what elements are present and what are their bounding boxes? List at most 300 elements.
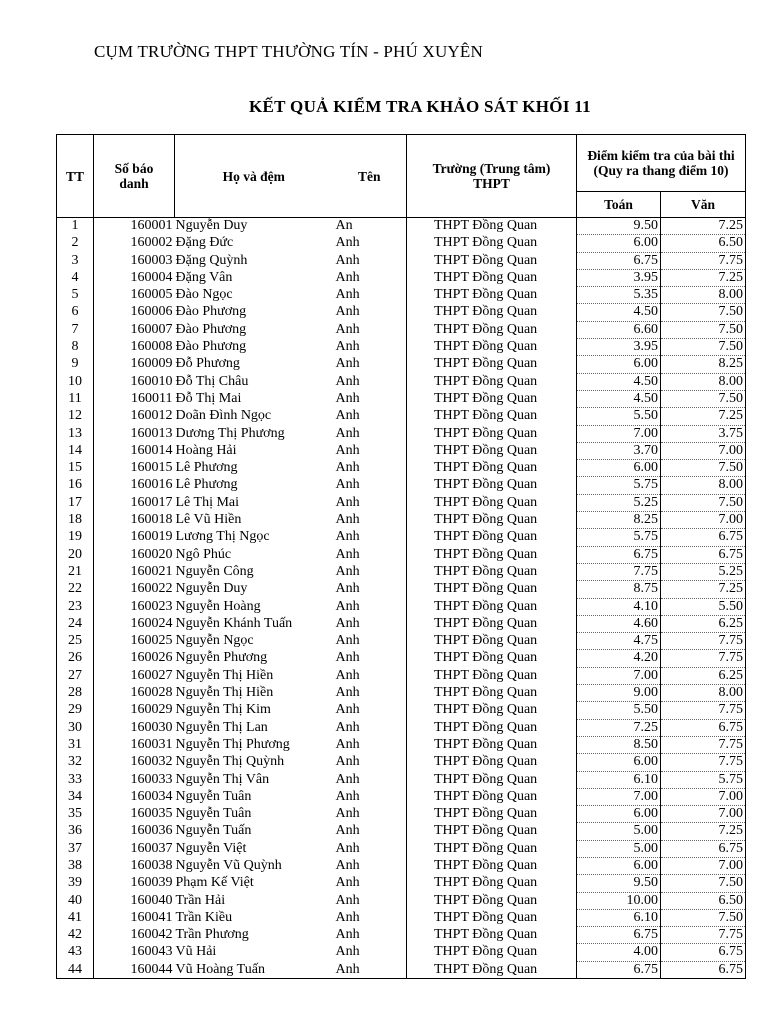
table-row <box>57 927 746 944</box>
cell-van: 6.75 <box>661 840 746 857</box>
cell-tt: 35 <box>57 806 94 823</box>
cell-ho-dem: Vũ Hoàng Tuấn <box>175 961 333 978</box>
cell-ten: Anh <box>333 909 407 926</box>
cell-ho-dem: Phạm Kế Việt <box>175 875 254 891</box>
table-row <box>57 494 746 511</box>
cell-van: 7.25 <box>661 269 746 286</box>
cell-truong: THPT Đồng Quan <box>407 218 577 235</box>
cell-van: 7.75 <box>661 650 746 667</box>
cell-truong: THPT Đồng Quan <box>407 685 577 702</box>
cell-van: 7.75 <box>661 927 746 944</box>
cell-toan: 4.50 <box>577 304 661 321</box>
cell-tt: 19 <box>57 529 94 546</box>
cell-tt: 27 <box>57 667 94 684</box>
cell-ten: Anh <box>333 823 407 840</box>
cell-toan: 10.00 <box>577 892 661 909</box>
cell-ho-dem: Nguyễn Việt <box>175 840 247 856</box>
cell-tt: 6 <box>57 304 94 321</box>
cell-ho-dem: Lê Phương <box>175 477 238 493</box>
cell-ten: Anh <box>333 667 407 684</box>
table-row <box>57 563 746 580</box>
cell-toan: 8.75 <box>577 581 661 598</box>
cell-tt: 18 <box>57 512 94 529</box>
table-row <box>57 339 746 356</box>
cell-van: 6.75 <box>661 529 746 546</box>
cell-truong: THPT Đồng Quan <box>407 356 577 373</box>
cell-van: 7.00 <box>661 442 746 459</box>
cell-truong: THPT Đồng Quan <box>407 252 577 269</box>
cell-van: 7.25 <box>661 823 746 840</box>
cell-ho-dem: Lê Thị Mai <box>175 494 240 510</box>
table-row <box>57 823 746 840</box>
cell-sbd: 160034 <box>94 788 175 805</box>
cell-sbd: 160008 <box>94 339 175 356</box>
cell-ho-dem: Nguyễn Công <box>175 563 254 579</box>
cell-tt: 2 <box>57 235 94 252</box>
cell-tt: 10 <box>57 373 94 390</box>
table-row <box>57 754 746 771</box>
cell-truong: THPT Đồng Quan <box>407 408 577 425</box>
cell-tt: 11 <box>57 390 94 407</box>
cell-ho-dem: Đặng Đức <box>175 235 234 251</box>
cell-truong: THPT Đồng Quan <box>407 736 577 753</box>
cell-ten: Anh <box>333 339 407 356</box>
cell-sbd: 160011 <box>94 390 175 407</box>
cell-van: 6.75 <box>661 719 746 736</box>
cell-sbd: 160031 <box>94 736 175 753</box>
cell-ten: Anh <box>333 788 407 805</box>
cell-ten: Anh <box>333 633 407 650</box>
table-row <box>57 650 746 667</box>
cell-sbd: 160022 <box>94 581 175 598</box>
table-row <box>57 961 746 978</box>
cell-ten: Anh <box>333 944 407 961</box>
cell-van: 7.75 <box>661 252 746 269</box>
cell-ten: Anh <box>333 598 407 615</box>
cell-tt: 20 <box>57 546 94 563</box>
cell-tt: 29 <box>57 702 94 719</box>
cell-van: 6.25 <box>661 667 746 684</box>
cell-truong: THPT Đồng Quan <box>407 235 577 252</box>
cell-toan: 6.10 <box>577 771 661 788</box>
cell-toan: 7.00 <box>577 425 661 442</box>
table-row <box>57 875 746 892</box>
organization-name: CỤM TRƯỜNG THPT THƯỜNG TÍN - PHÚ XUYÊN <box>94 42 483 61</box>
cell-ten: Anh <box>333 840 407 857</box>
cell-sbd: 160023 <box>94 598 175 615</box>
cell-sbd: 160026 <box>94 650 175 667</box>
cell-truong: THPT Đồng Quan <box>407 494 577 511</box>
cell-toan: 5.50 <box>577 702 661 719</box>
cell-toan: 3.70 <box>577 442 661 459</box>
cell-toan: 7.00 <box>577 788 661 805</box>
cell-toan: 9.50 <box>577 218 661 235</box>
cell-truong: THPT Đồng Quan <box>407 615 577 632</box>
cell-toan: 6.10 <box>577 909 661 926</box>
cell-toan: 4.75 <box>577 633 661 650</box>
cell-ten: Anh <box>333 563 407 580</box>
cell-toan: 6.00 <box>577 235 661 252</box>
table-row <box>57 269 746 286</box>
cell-ho-dem: Nguyễn Ngọc <box>175 633 254 649</box>
cell-van: 7.00 <box>661 788 746 805</box>
cell-van: 5.75 <box>661 771 746 788</box>
header-sbd: Số báo danh <box>94 135 175 218</box>
cell-van: 7.50 <box>661 321 746 338</box>
cell-sbd: 160007 <box>94 321 175 338</box>
cell-ten: Anh <box>333 736 407 753</box>
cell-sbd: 160021 <box>94 563 175 580</box>
cell-toan: 3.95 <box>577 269 661 286</box>
cell-tt: 23 <box>57 598 94 615</box>
cell-truong: THPT Đồng Quan <box>407 754 577 771</box>
cell-sbd: 160016 <box>94 477 175 494</box>
table-row <box>57 546 746 563</box>
cell-sbd: 160027 <box>94 667 175 684</box>
cell-sbd: 160019 <box>94 529 175 546</box>
table-row <box>57 425 746 442</box>
cell-toan: 7.25 <box>577 719 661 736</box>
cell-toan: 4.20 <box>577 650 661 667</box>
cell-ten: Anh <box>333 857 407 874</box>
cell-tt: 22 <box>57 581 94 598</box>
cell-van: 7.25 <box>661 581 746 598</box>
cell-ten: Anh <box>333 477 407 494</box>
cell-toan: 8.25 <box>577 512 661 529</box>
cell-tt: 13 <box>57 425 94 442</box>
header-tt: TT <box>57 135 94 218</box>
cell-truong: THPT Đồng Quan <box>407 598 577 615</box>
header-van: Văn <box>661 192 746 218</box>
cell-van: 7.25 <box>661 218 746 235</box>
cell-toan: 4.50 <box>577 373 661 390</box>
cell-ten: Anh <box>333 304 407 321</box>
cell-toan: 6.75 <box>577 927 661 944</box>
cell-ten: Anh <box>333 615 407 632</box>
cell-truong: THPT Đồng Quan <box>407 875 577 892</box>
table-row <box>57 321 746 338</box>
table-row <box>57 581 746 598</box>
cell-van: 6.75 <box>661 546 746 563</box>
cell-truong: THPT Đồng Quan <box>407 581 577 598</box>
cell-van: 6.75 <box>661 944 746 961</box>
cell-toan: 4.10 <box>577 598 661 615</box>
cell-ten: Anh <box>333 512 407 529</box>
cell-truong: THPT Đồng Quan <box>407 840 577 857</box>
cell-ho-dem: Ngô Phúc <box>175 546 232 562</box>
cell-ho-dem: Nguyễn Duy <box>175 218 248 234</box>
cell-sbd: 160044 <box>94 961 175 978</box>
cell-sbd: 160012 <box>94 408 175 425</box>
cell-sbd: 160028 <box>94 685 175 702</box>
cell-tt: 26 <box>57 650 94 667</box>
cell-van: 7.50 <box>661 304 746 321</box>
cell-ten: Anh <box>333 927 407 944</box>
cell-van: 7.50 <box>661 390 746 407</box>
table-row <box>57 356 746 373</box>
cell-toan: 9.00 <box>577 685 661 702</box>
cell-sbd: 160002 <box>94 235 175 252</box>
cell-sbd: 160001 <box>94 218 175 235</box>
cell-truong: THPT Đồng Quan <box>407 857 577 874</box>
cell-toan: 5.75 <box>577 529 661 546</box>
cell-ten: Anh <box>333 442 407 459</box>
cell-van: 6.25 <box>661 615 746 632</box>
cell-ten: Anh <box>333 719 407 736</box>
table-row <box>57 840 746 857</box>
cell-truong: THPT Đồng Quan <box>407 390 577 407</box>
cell-toan: 6.60 <box>577 321 661 338</box>
header-truong: Trường (Trung tâm) THPT <box>407 135 577 218</box>
cell-ho-dem: Đặng Quỳnh <box>175 252 248 268</box>
cell-ho-dem: Vũ Hải <box>175 944 217 960</box>
cell-sbd: 160032 <box>94 754 175 771</box>
cell-ho-dem: Nguyễn Tuấn <box>175 823 252 839</box>
cell-truong: THPT Đồng Quan <box>407 339 577 356</box>
cell-toan: 5.35 <box>577 287 661 304</box>
cell-toan: 6.00 <box>577 806 661 823</box>
cell-tt: 4 <box>57 269 94 286</box>
cell-truong: THPT Đồng Quan <box>407 425 577 442</box>
cell-toan: 6.75 <box>577 252 661 269</box>
cell-toan: 7.00 <box>577 667 661 684</box>
table-row <box>57 304 746 321</box>
table-row <box>57 252 746 269</box>
cell-sbd: 160014 <box>94 442 175 459</box>
cell-truong: THPT Đồng Quan <box>407 321 577 338</box>
cell-ho-dem: Đỗ Phương <box>175 356 240 372</box>
cell-ten: Anh <box>333 961 407 978</box>
cell-truong: THPT Đồng Quan <box>407 909 577 926</box>
table-row <box>57 667 746 684</box>
cell-van: 5.25 <box>661 563 746 580</box>
cell-toan: 6.00 <box>577 857 661 874</box>
cell-tt: 40 <box>57 892 94 909</box>
cell-van: 7.50 <box>661 909 746 926</box>
cell-ten: Anh <box>333 269 407 286</box>
cell-sbd: 160020 <box>94 546 175 563</box>
cell-truong: THPT Đồng Quan <box>407 563 577 580</box>
table-row <box>57 615 746 632</box>
cell-truong: THPT Đồng Quan <box>407 287 577 304</box>
cell-ten: Anh <box>333 235 407 252</box>
table-row <box>57 460 746 477</box>
cell-ho-dem: Đỗ Thị Mai <box>175 390 242 406</box>
cell-ho-dem: Đào Phương <box>175 304 247 320</box>
table-row <box>57 390 746 407</box>
table-row <box>57 373 746 390</box>
cell-van: 6.50 <box>661 235 746 252</box>
cell-tt: 21 <box>57 563 94 580</box>
table-row <box>57 598 746 615</box>
cell-truong: THPT Đồng Quan <box>407 373 577 390</box>
cell-ho-dem: Doãn Đình Ngọc <box>175 408 272 424</box>
cell-ten: Anh <box>333 356 407 373</box>
cell-truong: THPT Đồng Quan <box>407 442 577 459</box>
cell-ho-dem: Nguyễn Hoàng <box>175 598 261 614</box>
cell-ho-dem: Nguyễn Khánh Tuấn <box>175 615 293 631</box>
cell-ho-dem: Trần Phương <box>175 927 249 943</box>
cell-ten: Anh <box>333 287 407 304</box>
cell-ten: Anh <box>333 581 407 598</box>
cell-van: 8.00 <box>661 287 746 304</box>
cell-sbd: 160024 <box>94 615 175 632</box>
cell-truong: THPT Đồng Quan <box>407 650 577 667</box>
cell-ten: Anh <box>333 390 407 407</box>
cell-toan: 5.25 <box>577 494 661 511</box>
table-row <box>57 857 746 874</box>
cell-truong: THPT Đồng Quan <box>407 823 577 840</box>
cell-ten: Anh <box>333 373 407 390</box>
cell-ten: Anh <box>333 529 407 546</box>
results-body <box>57 218 746 979</box>
cell-van: 7.00 <box>661 512 746 529</box>
cell-van: 7.00 <box>661 806 746 823</box>
cell-ho-dem: Nguyễn Thị Phương <box>175 736 290 752</box>
cell-tt: 15 <box>57 460 94 477</box>
cell-tt: 1 <box>57 218 94 235</box>
cell-tt: 41 <box>57 909 94 926</box>
cell-van: 8.00 <box>661 373 746 390</box>
cell-sbd: 160033 <box>94 771 175 788</box>
cell-sbd: 160038 <box>94 857 175 874</box>
cell-truong: THPT Đồng Quan <box>407 529 577 546</box>
cell-van: 7.75 <box>661 702 746 719</box>
cell-toan: 6.00 <box>577 460 661 477</box>
cell-toan: 5.75 <box>577 477 661 494</box>
cell-ten: Anh <box>333 875 407 892</box>
table-row <box>57 477 746 494</box>
cell-tt: 7 <box>57 321 94 338</box>
cell-tt: 37 <box>57 840 94 857</box>
cell-van: 7.50 <box>661 875 746 892</box>
cell-ho-dem: Nguyễn Thị Quỳnh <box>175 754 285 770</box>
cell-ho-dem: Nguyễn Thị Vân <box>175 771 270 787</box>
cell-ho-dem: Nguyễn Vũ Quỳnh <box>175 857 282 873</box>
cell-sbd: 160043 <box>94 944 175 961</box>
cell-tt: 44 <box>57 961 94 978</box>
header-diem-group: Điểm kiểm tra của bài thi (Quy ra thang điểm 10) <box>577 135 746 192</box>
table-row <box>57 442 746 459</box>
cell-ten: Anh <box>333 252 407 269</box>
cell-ten: Anh <box>333 754 407 771</box>
header-ten: Tên <box>333 135 407 218</box>
cell-tt: 36 <box>57 823 94 840</box>
cell-ho-dem: Lương Thị Ngọc <box>175 529 270 545</box>
cell-sbd: 160006 <box>94 304 175 321</box>
table-row <box>57 702 746 719</box>
cell-ho-dem: Nguyễn Tuân <box>175 806 252 822</box>
cell-truong: THPT Đồng Quan <box>407 892 577 909</box>
cell-sbd: 160018 <box>94 512 175 529</box>
cell-tt: 14 <box>57 442 94 459</box>
cell-tt: 42 <box>57 927 94 944</box>
cell-ho-dem: Nguyễn Thị Lan <box>175 719 268 735</box>
cell-toan: 5.00 <box>577 840 661 857</box>
cell-ten: Anh <box>333 546 407 563</box>
cell-truong: THPT Đồng Quan <box>407 944 577 961</box>
cell-van: 7.50 <box>661 494 746 511</box>
cell-van: 6.50 <box>661 892 746 909</box>
cell-sbd: 160025 <box>94 633 175 650</box>
cell-ten: Anh <box>333 685 407 702</box>
cell-sbd: 160003 <box>94 252 175 269</box>
cell-tt: 28 <box>57 685 94 702</box>
cell-tt: 17 <box>57 494 94 511</box>
table-row <box>57 235 746 252</box>
cell-sbd: 160036 <box>94 823 175 840</box>
cell-ten: Anh <box>333 892 407 909</box>
cell-ho-dem: Nguyễn Thị Hiền <box>175 685 274 701</box>
cell-tt: 16 <box>57 477 94 494</box>
cell-ten: Anh <box>333 460 407 477</box>
cell-van: 7.25 <box>661 408 746 425</box>
header-toan: Toán <box>577 192 661 218</box>
table-row <box>57 736 746 753</box>
cell-van: 5.50 <box>661 598 746 615</box>
cell-toan: 4.00 <box>577 944 661 961</box>
cell-sbd: 160013 <box>94 425 175 442</box>
cell-ten: Anh <box>333 771 407 788</box>
cell-truong: THPT Đồng Quan <box>407 667 577 684</box>
cell-truong: THPT Đồng Quan <box>407 512 577 529</box>
cell-sbd: 160035 <box>94 806 175 823</box>
cell-van: 8.00 <box>661 685 746 702</box>
cell-truong: THPT Đồng Quan <box>407 546 577 563</box>
table-row <box>57 788 746 805</box>
cell-toan: 6.75 <box>577 546 661 563</box>
cell-tt: 3 <box>57 252 94 269</box>
cell-toan: 5.50 <box>577 408 661 425</box>
cell-sbd: 160005 <box>94 287 175 304</box>
cell-toan: 5.00 <box>577 823 661 840</box>
cell-ho-dem: Hoàng Hải <box>175 442 237 458</box>
cell-truong: THPT Đồng Quan <box>407 961 577 978</box>
cell-ho-dem: Đào Ngọc <box>175 287 233 303</box>
cell-ho-dem: Nguyễn Duy <box>175 581 248 597</box>
cell-ho-dem: Lê Phương <box>175 460 238 476</box>
cell-ho-dem: Nguyễn Phương <box>175 650 268 666</box>
cell-sbd: 160042 <box>94 927 175 944</box>
cell-sbd: 160010 <box>94 373 175 390</box>
cell-truong: THPT Đồng Quan <box>407 633 577 650</box>
table-row <box>57 529 746 546</box>
cell-ho-dem: Nguyễn Thị Kim <box>175 702 271 718</box>
cell-truong: THPT Đồng Quan <box>407 460 577 477</box>
table-row <box>57 633 746 650</box>
table-row <box>57 512 746 529</box>
table-row <box>57 719 746 736</box>
table-row <box>57 806 746 823</box>
cell-ho-dem: Đặng Vân <box>175 269 233 285</box>
cell-ten: Anh <box>333 425 407 442</box>
cell-van: 7.50 <box>661 460 746 477</box>
table-row <box>57 771 746 788</box>
cell-truong: THPT Đồng Quan <box>407 702 577 719</box>
cell-ho-dem: Đỗ Thị Châu <box>175 373 249 389</box>
cell-ho-dem: Lê Vũ Hiền <box>175 512 242 528</box>
cell-truong: THPT Đồng Quan <box>407 477 577 494</box>
cell-ho-dem: Nguyễn Thị Hiền <box>175 667 274 683</box>
cell-toan: 4.60 <box>577 615 661 632</box>
cell-ho-dem: Trần Kiều <box>175 909 233 925</box>
table-row <box>57 218 746 235</box>
cell-tt: 43 <box>57 944 94 961</box>
cell-tt: 25 <box>57 633 94 650</box>
cell-toan: 8.50 <box>577 736 661 753</box>
cell-van: 7.50 <box>661 339 746 356</box>
results-table <box>56 134 746 979</box>
